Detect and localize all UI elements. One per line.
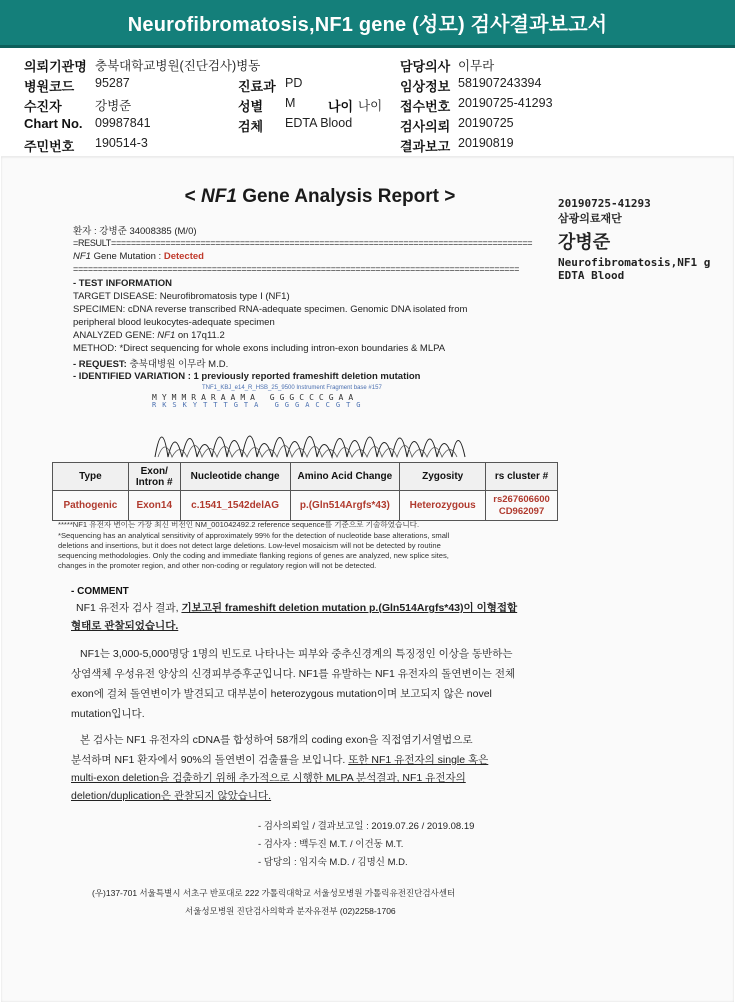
detected-value: Detected: [163, 251, 204, 262]
col-type: Type: [53, 463, 129, 491]
age-label: 나이: [328, 99, 354, 114]
note-line: sequencing methodologies. Only the coding and immediate flanking regions of genes are analyzed, new splice sites,: [58, 551, 449, 560]
institution-value: 충북대학교병원(진단검사)병동: [95, 59, 261, 73]
patient-value: 강병준: [95, 99, 132, 113]
cell-zygosity: Heterozygous: [400, 491, 486, 521]
patient-info-grid: [0, 48, 735, 154]
rrn-label: 주민번호: [24, 139, 75, 154]
sequence-bottom: RKSKYTTTGTA GGGACCGTG: [152, 401, 367, 409]
comment-paragraph: multi-exon deletion을 검출하기 위해 추가적으로 시행한 MLPA 분석결과, NF1 유전자의: [71, 772, 466, 784]
institution-label: 의뢰기관명: [24, 59, 87, 74]
cell-amino: p.(Gln514Argfs*43): [290, 491, 400, 521]
comment-line: NF1 유전자 검사 결과, 기보고된 frameshift deletion mutation p.(Gln514Argfs*43)이 이형접합: [76, 602, 518, 614]
table-header-row: [53, 463, 558, 491]
cell-rs: rs267606600 CD962097: [486, 491, 558, 521]
dept-value: PD: [285, 76, 303, 90]
comment-paragraph: 상염색체 우성유전 양상의 신경피부증후군입니다. NF1를 유발하는 NF1 유전자의 돌연변이는 전체: [71, 668, 516, 680]
clinical-label: 임상정보: [400, 79, 451, 94]
footer-department: 서울성모병원 진단검사의학과 분자유전부 (02)2258-1706: [185, 906, 396, 916]
request-label: 검사의뢰: [400, 119, 451, 134]
method-line: METHOD: *Direct sequencing for whole exons including intron-exon boundaries & MLPA: [73, 343, 446, 354]
cell-type: Pathogenic: [53, 491, 129, 521]
test-info-heading: - TEST INFORMATION: [73, 278, 173, 289]
comment-paragraph: deletion/duplication은 관찰되지 않았습니다.: [71, 790, 272, 802]
specimen-value: EDTA Blood: [285, 116, 353, 130]
signoff-physician: - 담당의 : 임지숙 M.D. / 김명신 M.D.: [258, 857, 408, 868]
receipt-value: 20190725-41293: [458, 96, 553, 110]
note-line: changes in the promoter region, and other non-coding or regulatory region will not be detected.: [58, 561, 377, 570]
stamp-specimen: EDTA Blood: [558, 269, 625, 282]
trace-title: TNF1_KBJ_e14_R_HSB_25_9500 Instrument Fragment base #157: [202, 385, 382, 391]
doctor-value: 이무라: [458, 59, 495, 73]
hospital-code-label: 병원코드: [24, 79, 75, 94]
note-line: deletions and insertions, but it does not detect large deletions. Low-level mosaicism will not be detected by routine: [58, 541, 441, 550]
col-nucleotide: Nucleotide change: [180, 463, 290, 491]
sex-value: M: [285, 96, 296, 110]
footer-address: (우)137-701 서울특별시 서초구 반포대로 222 가톨릭대학교 서울성모병원 가톨릭유전진단검사센터: [92, 888, 456, 898]
chart-label: Chart No.: [24, 116, 83, 131]
report-value: 20190819: [458, 136, 514, 150]
col-amino: Amino Acid Change: [290, 463, 400, 491]
chart-value: 09987841: [95, 116, 151, 130]
col-zygosity: Zygosity: [400, 463, 486, 491]
request-line: - REQUEST: 충북대병원 이무라 M.D.: [73, 359, 229, 370]
note-sensitivity: *Sequencing has an analytical sensitivity of approximately 99% for the detection of nucleotide base alterations, small: [58, 531, 450, 540]
specimen-stamp: [558, 197, 733, 282]
comment-line: 형태로 관찰되었습니다.: [71, 620, 179, 632]
sequence-top: MYMMRARAAMA GGGCCCGAA: [152, 393, 359, 402]
patient-label: 수진자: [24, 99, 62, 114]
analyzed-gene: ANALYZED GENE: NF1 on 17q11.2: [73, 330, 225, 341]
report-label: 결과보고: [400, 139, 451, 154]
chromatogram-trace: [150, 412, 470, 462]
cell-nucleotide: c.1541_1542delAG: [180, 491, 290, 521]
col-exon: Exon/ Intron #: [128, 463, 180, 491]
variant-table: [52, 462, 558, 521]
specimen-line-2: peripheral blood leukocytes-adequate specimen: [73, 317, 275, 328]
page-title: Neurofibromatosis,NF1 gene (성모) 검사결과보고서: [127, 14, 608, 36]
receipt-label: 접수번호: [400, 99, 451, 114]
cell-exon: Exon14: [128, 491, 180, 521]
info-row: [0, 72, 735, 92]
stamp-receipt: 20190725-41293: [558, 197, 651, 210]
hospital-code-value: 95287: [95, 76, 130, 90]
stamp-name: 강병준: [558, 232, 611, 253]
dept-label: 진료과: [238, 79, 276, 94]
stamp-lab: 삼광의료재단: [558, 212, 622, 225]
result-divider: =RESULT=====================================================================================: [73, 238, 533, 248]
divider: ==========================================================================================: [73, 264, 520, 274]
info-row: [0, 52, 735, 72]
info-row: [0, 112, 735, 132]
patient-line: 환자 : 강병준 34008385 (M/0): [73, 226, 197, 237]
sex-label: 성별: [238, 99, 264, 114]
comment-paragraph: exon에 걸쳐 돌연변이가 발견되고 대부분이 heterozygous mutation이며 보고되지 않은 novel: [71, 688, 492, 700]
comment-paragraph: mutation입니다.: [71, 708, 145, 720]
mutation-line: NF1 Gene Mutation : Detected: [73, 251, 204, 262]
header-bar: [0, 0, 735, 48]
doctor-label: 담당의사: [400, 59, 451, 74]
specimen-line-1: SPECIMEN: cDNA reverse transcribed RNA-adequate specimen. Genomic DNA isolated from: [73, 304, 468, 315]
comment-paragraph: 본 검사는 NF1 유전자의 cDNA를 합성하여 58개의 coding exon을 직접염기서열법으로: [80, 734, 473, 746]
comment-heading: - COMMENT: [71, 586, 129, 597]
target-disease: TARGET DISEASE: Neurofibromatosis type I (NF1): [73, 291, 290, 302]
clinical-value: 581907243394: [458, 76, 542, 90]
report-title: < NF1 Gene Analysis Report >: [184, 186, 456, 207]
comment-paragraph: NF1는 3,000-5,000명당 1명의 빈도로 나타나는 피부와 중추신경계의 특징정인 이상을 동반하는: [80, 648, 513, 660]
info-row: [0, 92, 735, 112]
col-rs: rs cluster #: [486, 463, 558, 491]
request-value: 20190725: [458, 116, 514, 130]
variation-heading: - IDENTIFIED VARIATION : 1 previously reported frameshift deletion mutation: [73, 371, 421, 382]
comment-paragraph: 분석하며 NF1 환자에서 90%의 돌연변이 검출률을 보입니다. 또한 NF1 유전자의 single 혹은: [71, 754, 489, 766]
info-row: [0, 132, 735, 152]
table-row: [53, 491, 558, 521]
signoff-tester: - 검사자 : 백두진 M.T. / 이건동 M.T.: [258, 839, 404, 850]
stamp-test: Neurofibromatosis,NF1 g: [558, 256, 711, 269]
note-reference: *****NF1 유전자 변이는 가장 최신 버전인 NM_001042492.2 reference sequence를 기준으로 기술하였습니다.: [58, 520, 420, 529]
specimen-label: 검체: [238, 119, 264, 134]
rrn-value: 190514-3: [95, 136, 148, 150]
age-value: 나이: [358, 99, 383, 113]
signoff-dates: - 검사의뢰일 / 결과보고일 : 2019.07.26 / 2019.08.19: [258, 821, 475, 832]
